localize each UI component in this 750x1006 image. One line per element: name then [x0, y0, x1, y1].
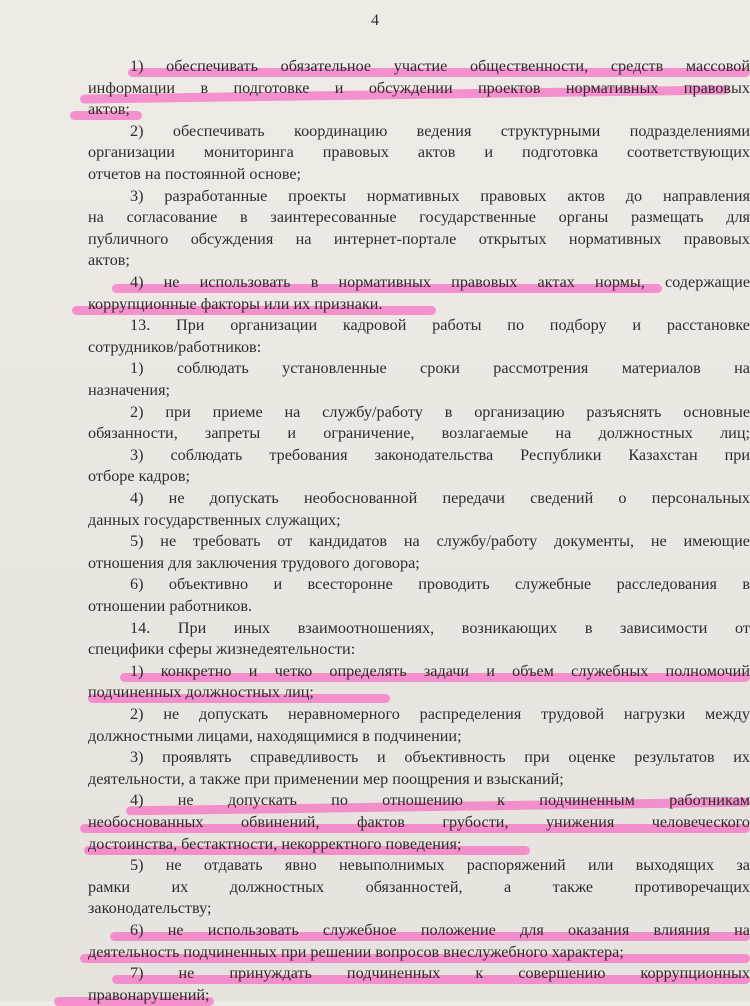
text-line: сотрудников/работников:	[88, 337, 262, 356]
text-line: должностными лицами, находящимися в подчинении;	[88, 726, 462, 745]
text-line: специфики сферы жизнедеятельности:	[88, 640, 356, 659]
text-line: на согласование в заинтересованные государственные органы размещать для	[88, 208, 750, 227]
text-line: актов;	[88, 100, 130, 119]
text-line: отношения для заключения трудового договора;	[88, 553, 420, 572]
text-line: актов;	[88, 251, 130, 270]
text-line: 2) не допускать неравномерного распределения трудовой нагрузки между	[130, 705, 750, 723]
text-line: 1) конкретно и четко определять задачи и объем служебных полномочий	[130, 661, 750, 680]
text-line: 6) объективно и всесторонне проводить служебные расследования в	[130, 575, 750, 594]
text-line: 5) не требовать от кандидатов на службу/работу документы, не имеющие	[130, 532, 750, 551]
text-line: необоснованных обвинений, фактов грубости, унижения человеческого	[88, 813, 750, 831]
text-line: достоинства, бестактности, некорректного поведения;	[88, 834, 462, 853]
text-line: подчиненных должностных лиц;	[88, 683, 314, 702]
text-line: 5) не отдавать явно невыполнимых распоряжений или выходящих за	[130, 856, 750, 875]
text-line: коррупционные факторы или их признаки.	[88, 294, 383, 313]
text-line: публичного обсуждения на интернет-портале открытых нормативных правовых	[88, 229, 750, 248]
text-line: данных государственных служащих;	[88, 510, 341, 529]
text-line: 6) не использовать служебное положение для оказания влияния на	[130, 921, 750, 939]
text-line: 7) не принуждать подчиненных к совершению коррупционных	[130, 964, 750, 983]
text-line: обязанности, запреты и ограничение, возлагаемые на должностных лиц;	[88, 424, 750, 443]
text-line: 4) не использовать в нормативных правовых актах нормы, содержащие	[130, 273, 750, 291]
text-line: информации в подготовке и обсуждении проектов нормативных правовых	[88, 78, 750, 97]
text-line: 3) разработанные проекты нормативных правовых актов до направления	[130, 186, 750, 205]
text-line: назначения;	[88, 381, 171, 399]
text-line: 2) обеспечивать координацию ведения структурными подразделениями	[130, 121, 750, 140]
text-line: 13. При организации кадровой работы по подбору и расстановке	[130, 316, 750, 335]
text-line: отношении работников.	[88, 597, 253, 615]
text-line: организации мониторинга правовых актов и подготовка соответствующих	[88, 143, 750, 162]
text-line: отборе кадров;	[88, 467, 190, 486]
text-line: рамки их должностных обязанностей, а также противоречащих	[88, 877, 750, 896]
text-line: 4) не допускать по отношению к подчиненным работникам	[130, 791, 750, 810]
text-line: отчетов на постоянной основе;	[88, 165, 302, 183]
text-line: деятельности, а также при применении мер поощрения и взысканий;	[88, 769, 564, 788]
text-line: 3) проявлять справедливость и объективность при оценке результатов их	[130, 748, 750, 767]
text-line: деятельность подчиненных при решении вопросов внеслужебного характера;	[88, 942, 624, 961]
text-line: 3) соблюдать требования законодательства Республики Казахстан при	[130, 445, 750, 464]
text-line: законодательству;	[88, 899, 212, 918]
text-line: 2) при приеме на службу/работу в организацию разъяснять основные	[130, 402, 750, 421]
text-line: 14. При иных взаимоотношениях, возникающих в зависимости от	[130, 618, 750, 637]
text-line: правонарушений;	[88, 985, 210, 1004]
text-line: 1) обеспечивать обязательное участие общественности, средств массовой	[130, 57, 750, 75]
text-line: 1) соблюдать установленные сроки рассмотрения материалов на	[130, 359, 750, 378]
text-line: 4) не допускать необоснованной передачи сведений о персональных	[130, 489, 750, 507]
page-number: 4	[371, 12, 379, 29]
